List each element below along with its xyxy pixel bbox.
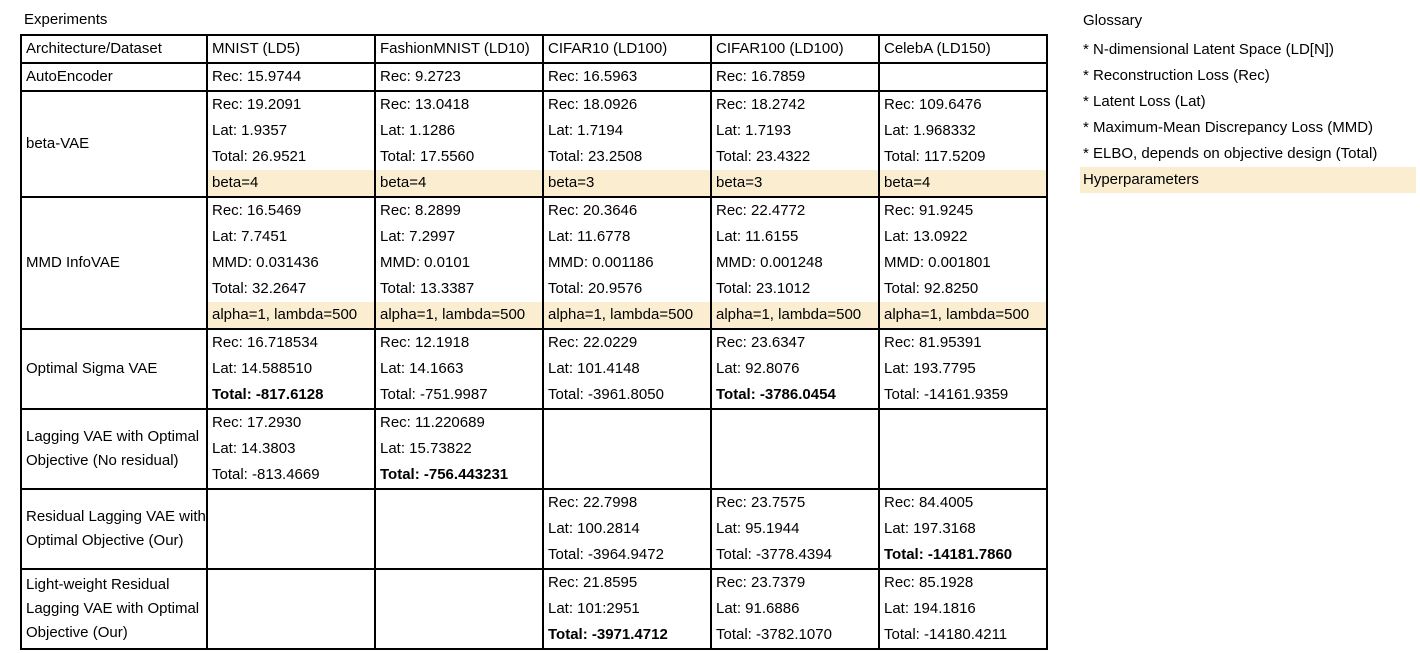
data-cell xyxy=(543,489,711,569)
metric-line: Total: 17.5560 xyxy=(380,148,475,165)
data-cell xyxy=(711,489,879,569)
metric-line: Rec: 18.0926 xyxy=(548,96,638,113)
metric-line: Lat: 1.1286 xyxy=(380,122,456,139)
data-cell xyxy=(207,329,375,409)
metric-line: Lat: 100.2814 xyxy=(548,520,640,537)
architecture-label: Residual Lagging VAE with Optimal Objective (Our) xyxy=(26,508,206,549)
metric-line: Rec: 16.718534 xyxy=(212,334,318,351)
metric-line: Rec: 12.1918 xyxy=(380,334,470,351)
architecture-cell xyxy=(21,91,207,197)
metric-line: Lat: 95.1944 xyxy=(716,520,800,537)
metric-line: Total: -14180.4211 xyxy=(884,626,1008,643)
header-cell-fashionmnist: FashionMNIST (LD10) xyxy=(375,35,543,63)
metric-line: Total: -3961.8050 xyxy=(548,386,664,403)
data-cell xyxy=(207,569,375,649)
architecture-label: MMD InfoVAE xyxy=(26,254,120,271)
architecture-cell xyxy=(21,63,207,91)
metric-line: Rec: 23.6347 xyxy=(716,334,806,351)
metric-line: Total: 13.3387 xyxy=(380,280,475,297)
metric-line: Lat: 14.588510 xyxy=(212,360,313,377)
metric-line: Total: 20.9576 xyxy=(548,280,643,297)
metric-line: Lat: 91.6886 xyxy=(716,600,800,617)
metric-line: Lat: 197.3168 xyxy=(884,520,976,537)
metric-line: Lat: 1.968332 xyxy=(884,122,976,139)
glossary-hyperparameters: Hyperparameters xyxy=(1080,167,1416,193)
table-row xyxy=(21,63,1047,91)
data-cell xyxy=(879,197,1047,329)
metric-line: Rec: 21.8595 xyxy=(548,574,638,591)
hyperparameter-line: alpha=1, lambda=500 xyxy=(544,302,710,328)
hyperparameter-line: beta=4 xyxy=(376,170,542,196)
header-cell-cifar100: CIFAR100 (LD100) xyxy=(711,35,879,63)
data-cell xyxy=(879,329,1047,409)
architecture-label: AutoEncoder xyxy=(26,68,113,85)
data-cell xyxy=(207,489,375,569)
data-cell xyxy=(879,489,1047,569)
metric-line: Rec: 9.2723 xyxy=(380,68,461,85)
architecture-label: Lagging VAE with Optimal Objective (No residual) xyxy=(26,428,200,469)
metric-line: Rec: 13.0418 xyxy=(380,96,470,113)
metric-line: Lat: 14.1663 xyxy=(380,360,464,377)
data-cell xyxy=(207,91,375,197)
data-cell xyxy=(711,91,879,197)
metric-line: Rec: 84.4005 xyxy=(884,494,974,511)
metric-line: Lat: 1.7194 xyxy=(548,122,624,139)
metric-line: Rec: 16.5469 xyxy=(212,202,302,219)
table-row xyxy=(21,409,1047,489)
data-cell xyxy=(711,197,879,329)
metric-line: Total: 23.4322 xyxy=(716,148,811,165)
metric-line: Total: -14181.7860 xyxy=(884,546,1013,563)
data-cell xyxy=(375,63,543,91)
data-cell xyxy=(543,91,711,197)
metric-line: Rec: 11.220689 xyxy=(380,414,485,431)
glossary xyxy=(1080,11,1416,193)
hyperparameter-line: beta=4 xyxy=(880,170,1046,196)
metric-line: Rec: 22.7998 xyxy=(548,494,638,511)
metric-line: Total: 92.8250 xyxy=(884,280,979,297)
metric-line: Rec: 17.2930 xyxy=(212,414,302,431)
data-cell xyxy=(711,329,879,409)
metric-line: Lat: 14.3803 xyxy=(212,440,296,457)
data-cell xyxy=(879,409,1047,489)
metric-line: Total: -3778.4394 xyxy=(716,546,832,563)
metric-line: Total: -751.9987 xyxy=(380,386,488,403)
metric-line: Rec: 8.2899 xyxy=(380,202,461,219)
metric-line: Rec: 16.7859 xyxy=(716,68,806,85)
metric-line: Rec: 20.3646 xyxy=(548,202,638,219)
architecture-cell xyxy=(21,329,207,409)
glossary-item: * N-dimensional Latent Space (LD[N]) xyxy=(1083,41,1334,58)
metric-line: Lat: 7.7451 xyxy=(212,228,288,245)
data-cell xyxy=(375,409,543,489)
metric-line: MMD: 0.031436 xyxy=(212,254,319,271)
header-cell-cifar10: CIFAR10 (LD100) xyxy=(543,35,711,63)
data-cell xyxy=(543,569,711,649)
architecture-label: beta-VAE xyxy=(26,135,90,152)
architecture-cell xyxy=(21,569,207,649)
data-cell xyxy=(711,63,879,91)
data-cell xyxy=(879,91,1047,197)
metric-line: Rec: 15.9744 xyxy=(212,68,302,85)
data-cell xyxy=(375,91,543,197)
glossary-item: * ELBO, depends on objective design (Total) xyxy=(1083,145,1378,162)
architecture-label: Optimal Sigma VAE xyxy=(26,360,158,377)
data-cell xyxy=(207,63,375,91)
metric-line: Rec: 23.7379 xyxy=(716,574,806,591)
data-cell xyxy=(207,409,375,489)
data-cell xyxy=(375,329,543,409)
glossary-item: * Maximum-Mean Discrepancy Loss (MMD) xyxy=(1083,119,1374,136)
table-row xyxy=(21,197,1047,329)
metric-line: Lat: 15.73822 xyxy=(380,440,472,457)
data-cell xyxy=(375,569,543,649)
metric-line: Lat: 101:2951 xyxy=(548,600,640,617)
metric-line: Rec: 22.4772 xyxy=(716,202,806,219)
metric-line: Rec: 91.9245 xyxy=(884,202,974,219)
metric-line: Rec: 19.2091 xyxy=(212,96,302,113)
metric-line: Lat: 11.6778 xyxy=(548,228,631,245)
metric-line: Rec: 16.5963 xyxy=(548,68,638,85)
metric-line: Total: 117.5209 xyxy=(884,148,986,165)
metric-line: Lat: 11.6155 xyxy=(716,228,799,245)
data-cell xyxy=(543,409,711,489)
hyperparameter-line: alpha=1, lambda=500 xyxy=(376,302,542,328)
data-cell xyxy=(543,329,711,409)
metric-line: Total: -813.4669 xyxy=(212,466,320,483)
metric-line: Lat: 194.1816 xyxy=(884,600,976,617)
metric-line: Rec: 18.2742 xyxy=(716,96,806,113)
header-cell-celeba: CelebA (LD150) xyxy=(879,35,1047,63)
metric-line: MMD: 0.001801 xyxy=(884,254,991,271)
metric-line: Lat: 92.8076 xyxy=(716,360,800,377)
metric-line: Lat: 1.9357 xyxy=(212,122,288,139)
metric-line: Lat: 13.0922 xyxy=(884,228,968,245)
metric-line: Lat: 101.4148 xyxy=(548,360,640,377)
metric-line: Rec: 109.6476 xyxy=(884,96,982,113)
metric-line: Total: -3971.4712 xyxy=(548,626,668,643)
architecture-label: Light-weight Residual Lagging VAE with Optimal Objective (Our) xyxy=(26,576,200,641)
glossary-title: Glossary xyxy=(1083,12,1143,29)
metric-line: MMD: 0.0101 xyxy=(380,254,471,271)
data-cell xyxy=(711,569,879,649)
architecture-cell xyxy=(21,489,207,569)
table-caption: Experiments xyxy=(24,11,108,28)
metric-line: Total: -3782.1070 xyxy=(716,626,832,643)
table-row xyxy=(21,489,1047,569)
results-table xyxy=(20,34,1048,650)
metric-line: Rec: 81.95391 xyxy=(884,334,982,351)
metric-line: Rec: 85.1928 xyxy=(884,574,974,591)
metric-line: MMD: 0.001186 xyxy=(548,254,654,271)
table-row xyxy=(21,329,1047,409)
table-body xyxy=(21,63,1047,649)
hyperparameter-line: alpha=1, lambda=500 xyxy=(712,302,878,328)
hyperparameter-line: beta=3 xyxy=(712,170,878,196)
header-row xyxy=(21,35,1047,63)
metric-line: Total: 23.1012 xyxy=(716,280,811,297)
metric-line: Rec: 23.7575 xyxy=(716,494,806,511)
glossary-item: * Reconstruction Loss (Rec) xyxy=(1083,67,1270,84)
data-cell xyxy=(543,63,711,91)
hyperparameter-line: beta=4 xyxy=(208,170,374,196)
metric-line: Total: 32.2647 xyxy=(212,280,307,297)
table-row xyxy=(21,569,1047,649)
metric-line: Rec: 22.0229 xyxy=(548,334,638,351)
glossary-item: * Latent Loss (Lat) xyxy=(1083,93,1206,110)
metric-line: Total: -817.6128 xyxy=(212,386,324,403)
architecture-cell xyxy=(21,197,207,329)
metric-line: Total: -756.443231 xyxy=(380,466,509,483)
header-cell-mnist: MNIST (LD5) xyxy=(207,35,375,63)
metric-line: Total: -3786.0454 xyxy=(716,386,836,403)
data-cell xyxy=(375,489,543,569)
data-cell xyxy=(879,569,1047,649)
metric-line: Total: -3964.9472 xyxy=(548,546,664,563)
metric-line: Lat: 1.7193 xyxy=(716,122,792,139)
hyperparameter-line: alpha=1, lambda=500 xyxy=(880,302,1046,328)
data-cell xyxy=(207,197,375,329)
header-cell-arch: Architecture/Dataset xyxy=(21,35,207,63)
metric-line: Lat: 7.2997 xyxy=(380,228,456,245)
metric-line: Lat: 193.7795 xyxy=(884,360,976,377)
metric-line: Total: -14161.9359 xyxy=(884,386,1009,403)
data-cell xyxy=(375,197,543,329)
metric-line: MMD: 0.001248 xyxy=(716,254,823,271)
metric-line: Total: 23.2508 xyxy=(548,148,643,165)
architecture-cell xyxy=(21,409,207,489)
hyperparameter-line: alpha=1, lambda=500 xyxy=(208,302,374,328)
data-cell xyxy=(879,63,1047,91)
data-cell xyxy=(543,197,711,329)
hyperparameter-line: beta=3 xyxy=(544,170,710,196)
table-row xyxy=(21,91,1047,197)
data-cell xyxy=(711,409,879,489)
metric-line: Total: 26.9521 xyxy=(212,148,307,165)
